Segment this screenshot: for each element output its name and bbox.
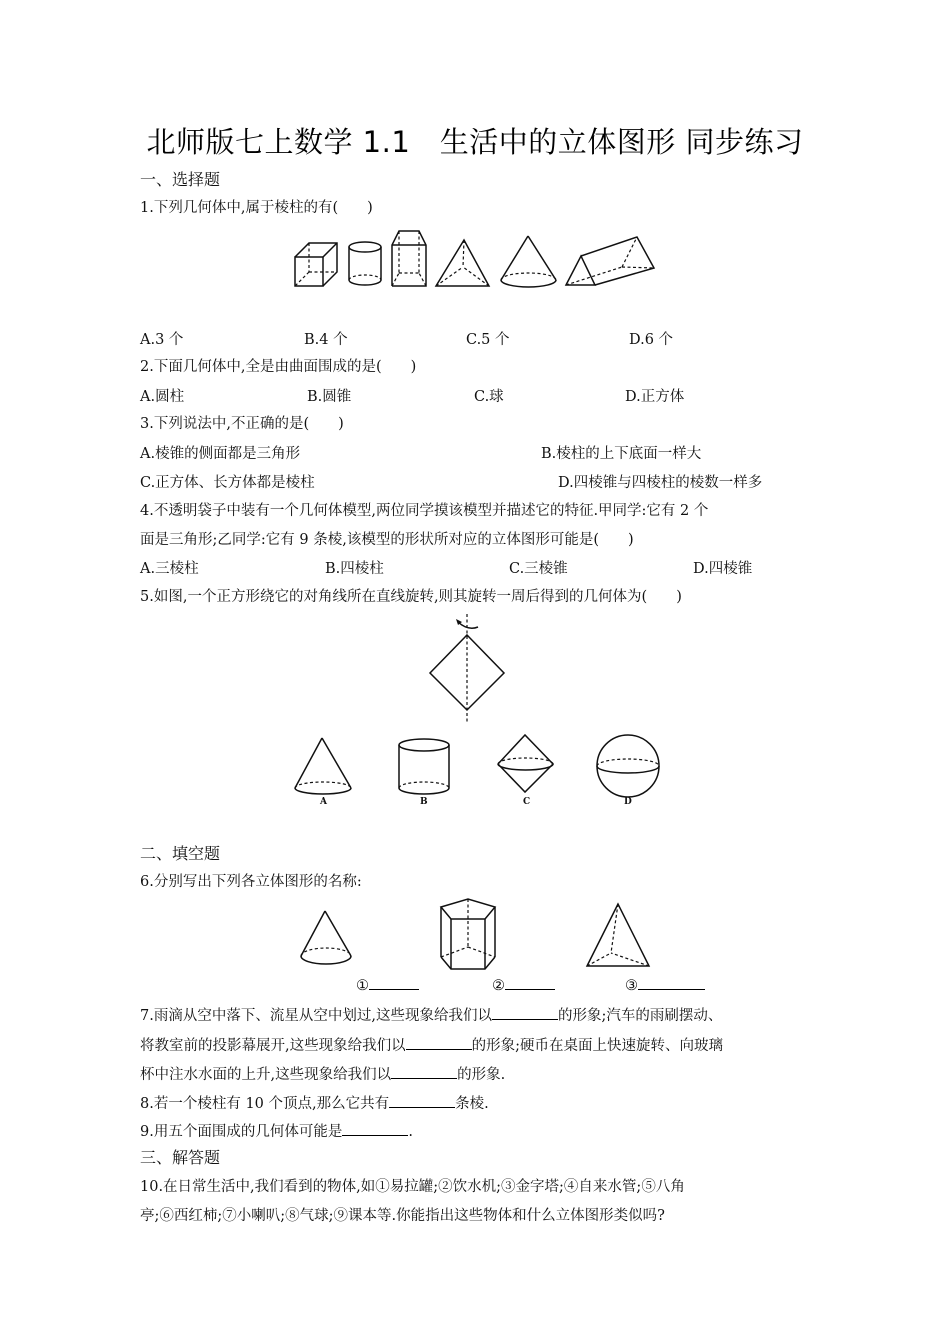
q3-option-a: A.棱锥的侧面都是三角形 — [140, 446, 301, 462]
q6-label-3: ③ — [625, 975, 705, 994]
question-7-line3: 杯中注水水面的上升,这些现象给我们以 的形象. — [140, 1064, 505, 1085]
question-6-figures — [280, 895, 720, 975]
q7-blank-2[interactable] — [406, 1035, 472, 1050]
q1-option-a: A.3 个 — [140, 332, 184, 348]
section-heading-fill-in: 二、填空题 — [140, 844, 221, 863]
rotating-square-figure — [400, 610, 540, 730]
q7-blank-3[interactable] — [391, 1064, 457, 1079]
cone-figure — [501, 236, 556, 287]
question-1-stem: 1.下列几何体中,属于棱柱的有( ) — [140, 200, 373, 216]
question-5-stem: 5.如图,一个正方形绕它的对角线所在直线旋转,则其旋转一周后得到的几何体为( ) — [140, 589, 682, 605]
option-c-double-cone — [498, 735, 553, 792]
question-4-stem-line1: 4.不透明袋子中装有一个几何体模型,两位同学摸该模型并描述它的特征.甲同学:它有 2 个 — [140, 503, 709, 519]
q1-option-b: B.4 个 — [304, 332, 348, 348]
q4-option-b: B.四棱柱 — [325, 561, 384, 577]
q6-label-2: ② — [492, 975, 555, 994]
q2-option-a: A.圆柱 — [140, 389, 185, 405]
cylinder-figure — [349, 242, 381, 285]
q5-figure-label-d: D — [624, 797, 632, 807]
option-a-cone — [295, 738, 351, 794]
option-d-sphere — [597, 735, 659, 797]
question-5-options-figures — [280, 730, 670, 815]
prism-box-figure — [392, 231, 426, 286]
question-6-stem: 6.分别写出下列各立体图形的名称: — [140, 874, 362, 890]
q5-figure-label-c: C — [523, 797, 531, 807]
q3-option-c: C.正方体、长方体都是棱柱 — [140, 475, 315, 491]
q2-option-c: C.球 — [474, 389, 504, 405]
question-4-stem-line2: 面是三角形;乙同学:它有 9 条棱,该模型的形状所对应的立体图形可能是( ) — [140, 532, 634, 548]
q6-answer-blank-3[interactable] — [638, 975, 705, 990]
question-3-stem: 3.下列说法中,不正确的是( ) — [140, 416, 344, 432]
q3-option-b: B.棱柱的上下底面一样大 — [541, 446, 702, 462]
question-7-line2: 将教室前的投影幕展开,这些现象给我们以 的形象;硬币在桌面上快速旋转、向玻璃 — [140, 1035, 723, 1056]
q6-answer-blank-2[interactable] — [505, 975, 555, 990]
question-7-line1: 7.雨滴从空中落下、流星从空中划过,这些现象给我们以 的形象;汽车的雨刷摆动、 — [140, 1005, 722, 1026]
triangular-pyramid-figure-3 — [587, 904, 649, 966]
section-heading-answer: 三、解答题 — [140, 1148, 221, 1167]
section-heading-choice: 一、选择题 — [140, 170, 221, 189]
question-10-line2: 亭;⑥西红柿;⑦小喇叭;⑧气球;⑨课本等.你能指出这些物体和什么立体图形类似吗? — [140, 1208, 665, 1224]
q4-option-c: C.三棱锥 — [509, 561, 568, 577]
q6-label-1: ① — [356, 975, 419, 994]
question-2-stem: 2.下面几何体中,全是由曲面围成的是( ) — [140, 359, 417, 375]
q3-option-d: D.四棱锥与四棱柱的棱数一样多 — [558, 475, 763, 491]
q8-blank[interactable] — [389, 1093, 455, 1108]
q2-option-d: D.正方体 — [625, 389, 685, 405]
q4-option-a: A.三棱柱 — [140, 561, 199, 577]
cube-figure — [295, 243, 337, 286]
question-10-line1: 10.在日常生活中,我们看到的物体,如①易拉罐;②饮水机;③金字塔;④自来水管;⑤八角 — [140, 1179, 685, 1195]
q6-answer-blank-1[interactable] — [369, 975, 419, 990]
q1-option-d: D.6 个 — [629, 332, 674, 348]
question-9: 9.用五个面围成的几何体可能是 . — [140, 1121, 413, 1142]
pentagonal-prism-figure-2 — [441, 899, 495, 969]
question-8: 8.若一个棱柱有 10 个顶点,那么它共有 条棱. — [140, 1093, 489, 1114]
q5-figure-label-a: A — [320, 797, 327, 807]
q9-blank[interactable] — [342, 1121, 408, 1136]
triangular-pyramid-figure — [436, 240, 489, 286]
q5-figure-label-b: B — [420, 797, 428, 807]
page-title: 北师版七上数学 1.1 生活中的立体图形 同步练习 — [146, 125, 804, 159]
q4-option-d: D.四棱锥 — [693, 561, 753, 577]
question-1-figures — [280, 225, 670, 295]
q7-blank-1[interactable] — [492, 1005, 558, 1020]
triangular-prism-figure — [566, 237, 654, 285]
q2-option-b: B.圆锥 — [307, 389, 352, 405]
q1-option-c: C.5 个 — [466, 332, 510, 348]
cone-figure-1 — [301, 911, 351, 964]
option-b-cylinder — [399, 739, 449, 794]
